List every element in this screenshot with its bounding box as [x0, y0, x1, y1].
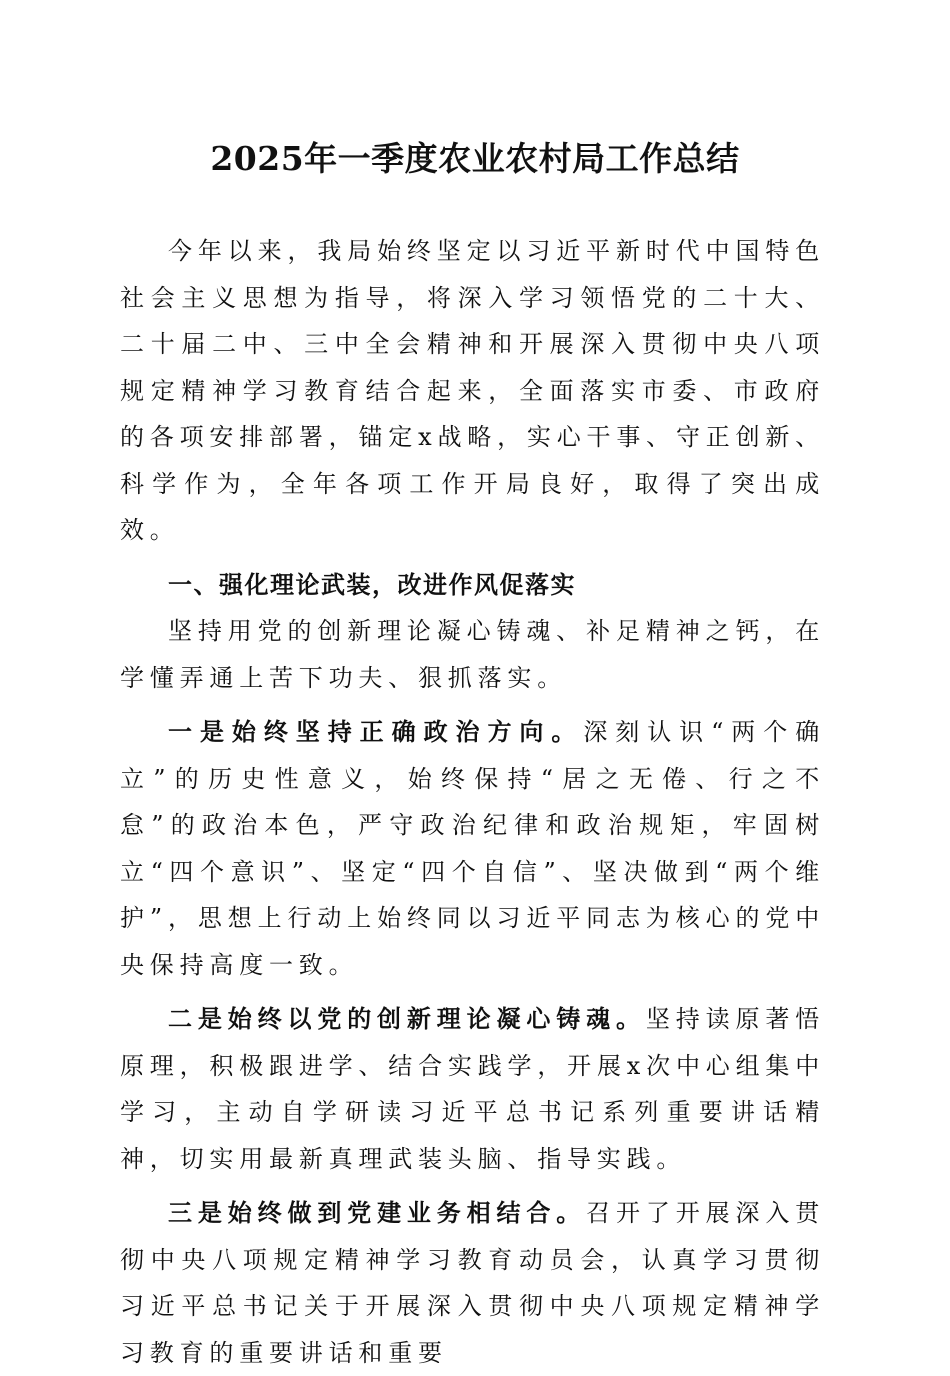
item-paragraph-3: [120, 1190, 825, 1376]
item-lead-1: 一是始终坚持正确政治方向。: [168, 717, 584, 746]
intro-paragraph: 今年以来，我局始终坚定以习近平新时代中国特色社会主义思想为指导，将深入学习领悟党的二十大、二十届二中、三中全会精神和开展深入贯彻中央八项规定精神学习教育结合起来，全面落实市委、市政府的各项安排部署，锚定x战略，实心干事、守正创新、科学作为，全年各项工作开局良好，取得了突出成效。: [120, 237, 825, 544]
section-heading: 一、强化理论武装，改进作风促落实: [168, 570, 576, 599]
item-paragraph-2: [120, 996, 825, 1182]
document-body: [120, 228, 825, 1376]
item-lead-3: 三是始终做到党建业务相结合。: [168, 1198, 587, 1227]
section-summary-paragraph: 坚持用党的创新理论凝心铸魂、补足精神之钙，在学懂弄通上苦下功夫、狠抓落实。: [120, 617, 825, 692]
item-text-3: 召开了开展深入贯彻中央八项规定精神学习教育动员会，认真学习贯彻习近平总书记关于开展深入贯彻中央八项规定精神学习教育的重要讲话和重要: [120, 1199, 826, 1367]
item-text-1: 深刻认识“两个确立”的历史性意义，始终保持“居之无倦、行之不怠”的政治本色，严守政治纪律和政治规矩，牢固树立“四个意识”、坚定“四个自信”、坚决做到“两个维护”，思想上行动上始终同以习近平同志为核心的党中央保持高度一致。: [120, 718, 826, 979]
document-title: 2025年一季度农业农村局工作总结: [210, 139, 740, 178]
item-lead-2: 二是始终以党的创新理论凝心铸魂。: [168, 1004, 646, 1033]
item-paragraph-1: [120, 709, 825, 988]
item-text-2: 坚持读原著悟原理，积极跟进学、结合实践学，开展x次中心组集中学习，主动自学研读习近平总书记系列重要讲话精神，切实用最新真理武装头脑、指导实践。: [120, 1005, 825, 1173]
